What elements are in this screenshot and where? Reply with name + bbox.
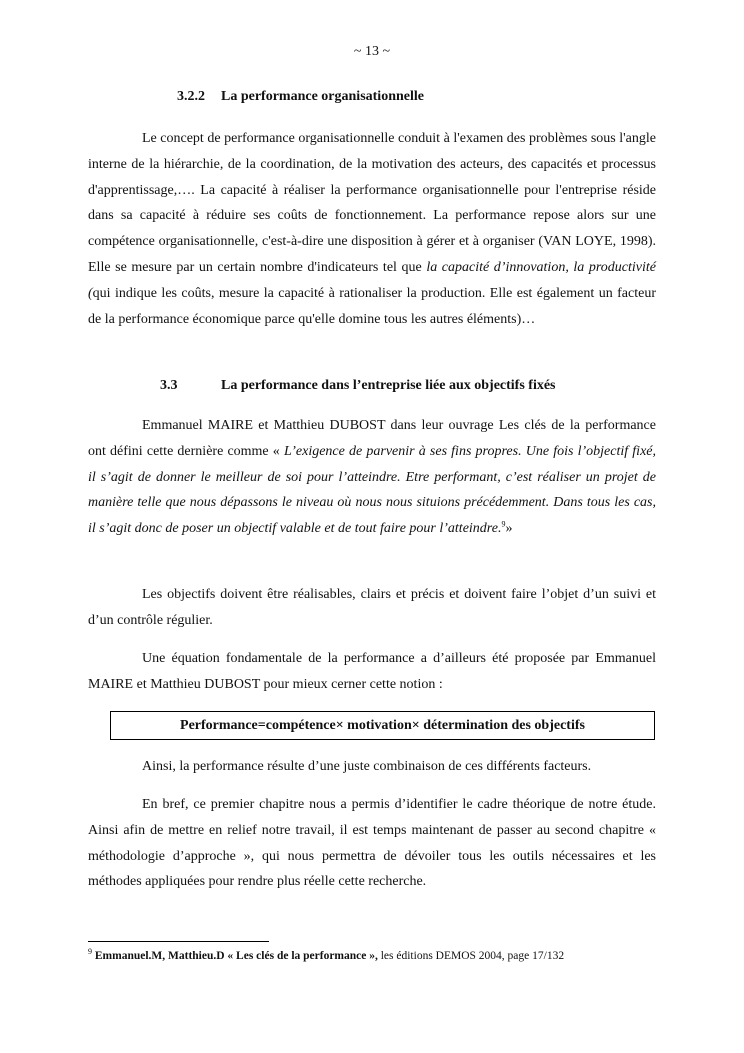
paragraph-conclusion-factors bbox=[88, 754, 656, 780]
section-title: La performance organisationnelle bbox=[221, 89, 424, 104]
paragraph-text: En bref, ce premier chapitre nous a permis d’identifier le cadre théorique de notre étude. Ainsi afin de mettre en relief notre travail, il est temps maintenant de passer au second chapitre « méthodologie d’approche », qui nous permettra de dévoiler tous les outils nécessaires et les méthodes appliquées pour rendre plus réelle cette recherche. bbox=[88, 797, 656, 890]
section-heading-3-3 bbox=[160, 378, 556, 394]
footnote-reference: 9 bbox=[501, 519, 506, 529]
quote-italic-text: L’exigence de parvenir à ses fins propres. Une fois l’objectif fixé, il s’agit de donner le meilleur de soi pour l’atteindre. Etre performant, c’est réaliser un projet de manière telle que nous dépassons le niveau où nous nous situions précédemment. Dans tous les cas, il s’agit donc de poser un objectif valable et de tout faire pour l’atteindre. bbox=[88, 443, 656, 537]
paragraph-text: Le concept de performance organisationnelle conduit à l'examen des problèmes sous l'angle interne de la hiérarchie, de la coordination, de la motivation des acteurs, des capacités et processus d'apprentissage,…. La capacité à réaliser la performance organisationnelle pour l'entreprise réside dans sa capacité à réduire ses coûts de fonctionnement. La performance repose alors sur une compétence organisationnelle, c'est-à-dire une disposition à gérer et à organiser (VAN LOYE, 1998). Elle se mesure par un certain nombre d'indicateurs tel que bbox=[88, 131, 656, 275]
paragraph-text: Une équation fondamentale de la performance a d’ailleurs été proposée par Emmanuel MAIRE et Matthieu DUBOST pour mieux cerner cette notion : bbox=[88, 651, 656, 692]
paragraph-text: Ainsi, la performance résulte d’une juste combinaison de ces différents facteurs. bbox=[142, 759, 592, 774]
footnote-citation-bold: Emmanuel.M, Matthieu.D « Les clés de la performance », bbox=[94, 950, 378, 962]
section-heading-3-2-2 bbox=[177, 89, 424, 105]
footnote bbox=[88, 948, 564, 964]
paragraph-text: Les objectifs doivent être réalisables, clairs et précis et doivent faire l’objet d’un suivi et d’un contrôle régulier. bbox=[88, 587, 656, 628]
paragraph-chapter-summary bbox=[88, 792, 656, 895]
performance-formula-box: Performance=compétence× motivation× détermination des objectifs bbox=[110, 711, 655, 740]
section-title: La performance dans l’entreprise liée aux objectifs fixés bbox=[221, 378, 556, 393]
footnote-number: 9 bbox=[88, 947, 92, 957]
section-number: 3.2.2 bbox=[177, 89, 205, 104]
paragraph-equation-intro bbox=[88, 646, 656, 698]
paragraph-text: Emmanuel MAIRE et Matthieu DUBOST dans leur ouvrage Les clés de la performance ont défini cette dernière comme « bbox=[88, 418, 656, 459]
paragraph-objectives bbox=[88, 582, 656, 634]
paragraph-italic-text: la capacité d’innovation, la productivité ( bbox=[88, 259, 657, 301]
paragraph-text: qui indique les coûts, mesure la capacité à rationaliser la production. Elle est également un facteur de la performance économique parce qu'elle domine tous les autres éléments)… bbox=[88, 285, 656, 327]
footnote-separator bbox=[88, 941, 269, 942]
section-number: 3.3 bbox=[160, 378, 178, 393]
paragraph-text: » bbox=[505, 521, 513, 537]
paragraph-definition-quote bbox=[88, 413, 656, 542]
paragraph-organisational-performance bbox=[88, 126, 656, 332]
footnote-citation-text: les éditions DEMOS 2004, page 17/132 bbox=[377, 950, 565, 962]
page-number: ~ 13 ~ bbox=[353, 44, 391, 59]
